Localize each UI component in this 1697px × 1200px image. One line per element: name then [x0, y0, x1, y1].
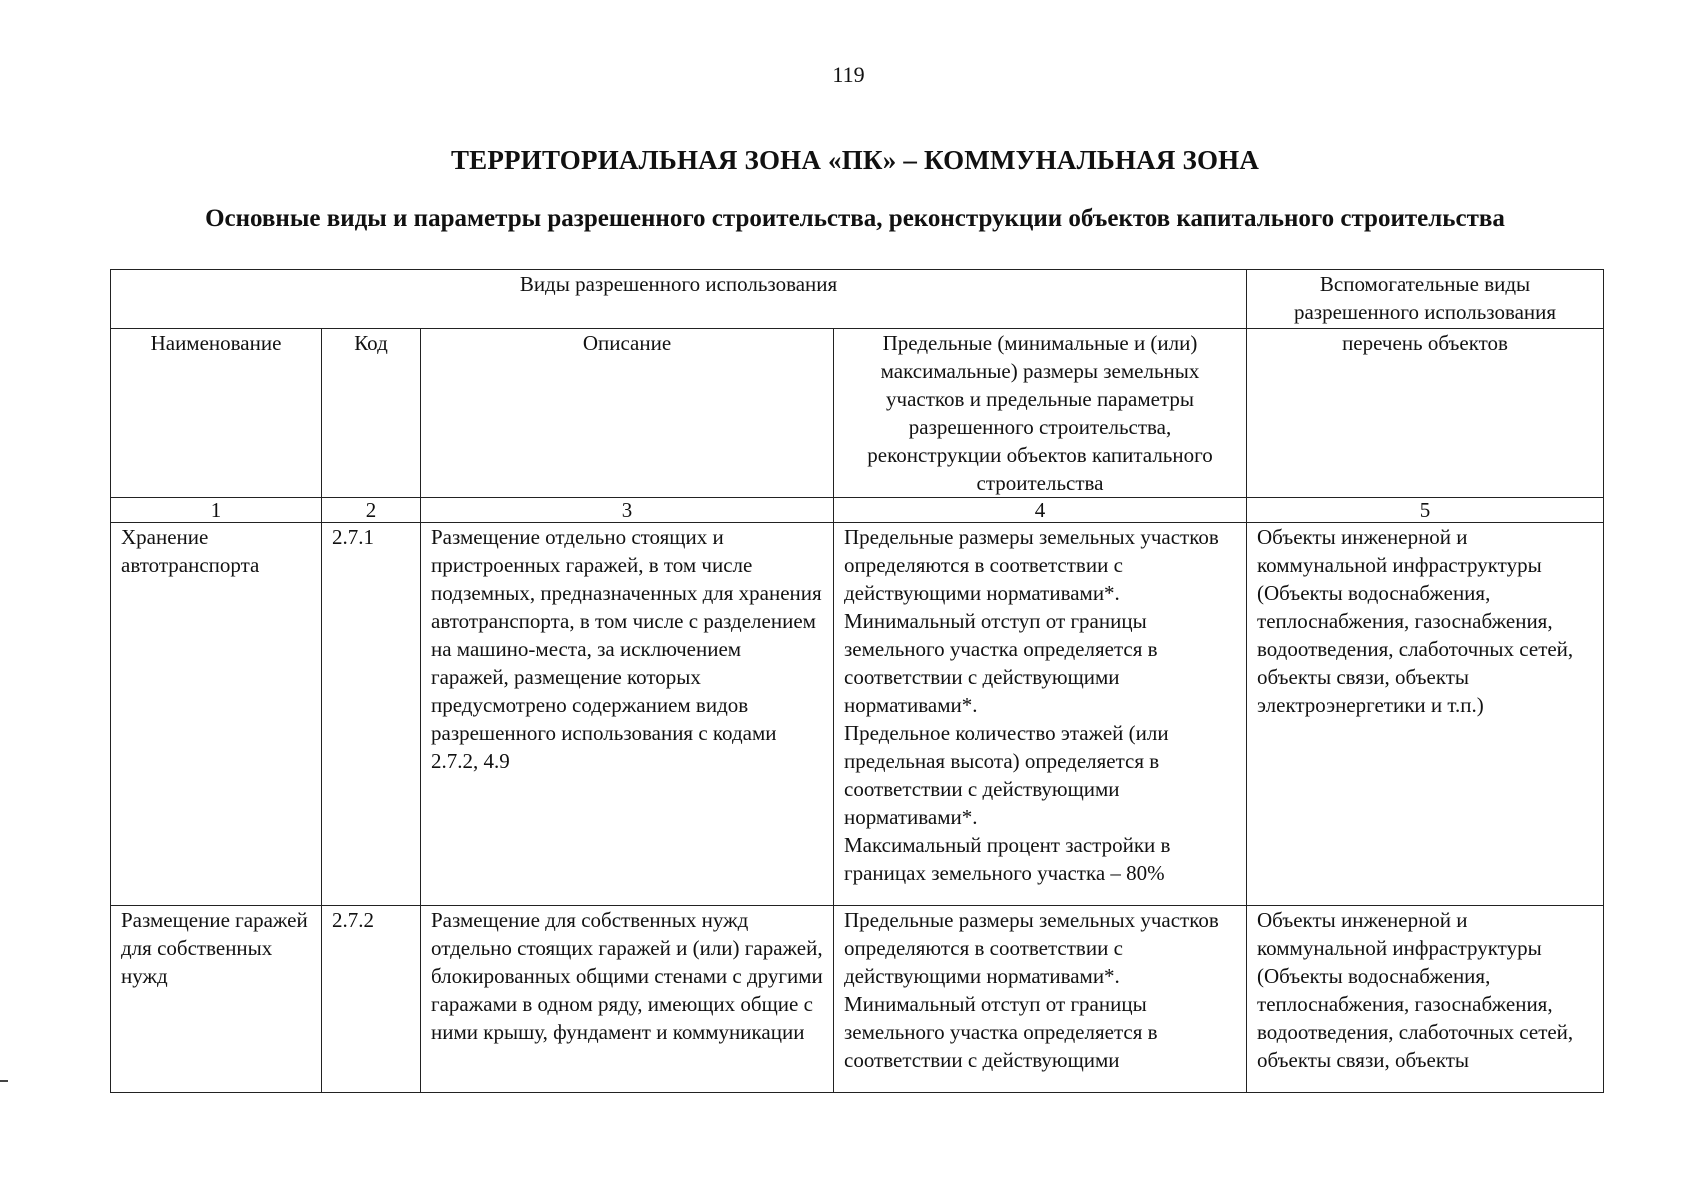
- parameter-line: Минимальный отступ от границы земельного участка определяется в соответствии с действующими: [844, 992, 1158, 1072]
- row-objects: Объекты инженерной и коммунальной инфраструктуры (Объекты водоснабжения, теплоснабжения, газоснабжения, водоотведения, слаботочных сетей, объекты связи, объекты: [1247, 906, 1604, 1093]
- table-row: [111, 523, 1604, 906]
- column-header-row: [111, 329, 1604, 498]
- row-description: Размещение отдельно стоящих и пристроенных гаражей, в том числе подземных, предназначенных для хранения автотранспорта, в том числе с разделением на машино-места, за исключением гаражей, размещение которых предусмотрено содержанием видов разрешенного использования с кодами 2.7.2, 4.9: [421, 523, 834, 906]
- row-objects: Объекты инженерной и коммунальной инфраструктуры (Объекты водоснабжения, теплоснабжения, газоснабжения, водоотведения, слаботочных сетей, объекты связи, объекты электроэнергетики и т.п.): [1247, 523, 1604, 906]
- column-header-code: Код: [322, 329, 421, 498]
- zone-title: ТЕРРИТОРИАЛЬНАЯ ЗОНА «ПК» – КОММУНАЛЬНАЯ ЗОНА: [450, 145, 1260, 175]
- column-header-description: Описание: [421, 329, 834, 498]
- column-header-parameters: Предельные (минимальные и (или) максимальные) размеры земельных участков и предельные параметры разрешенного строительства, реконструкции объектов капитального строительства: [834, 329, 1247, 498]
- row-name: Хранение автотранспорта: [111, 523, 322, 906]
- parameter-line: Предельное количество этажей (или предельная высота) определяется в соответствии с действующими нормативами*.: [844, 721, 1169, 829]
- row-description: Размещение для собственных нужд отдельно стоящих гаражей и (или) гаражей, блокированных общими стенами с другими гаражами в одном ряду, имеющих общие с ними крышу, фундамент и коммуникации: [421, 906, 834, 1093]
- group-header-auxiliary: Вспомогательные виды разрешенного использования: [1247, 270, 1604, 329]
- parameter-line: Максимальный процент застройки в границах земельного участка – 80%: [844, 833, 1171, 885]
- column-number: 4: [834, 498, 1247, 523]
- page-number: 119: [832, 62, 865, 87]
- row-parameters: [834, 523, 1247, 906]
- row-code: 2.7.2: [322, 906, 421, 1093]
- parameter-line: Предельные размеры земельных участков определяются в соответствии с действующими нормативами*.: [844, 525, 1219, 605]
- margin-tick-mark: [0, 1080, 8, 1082]
- row-code: 2.7.1: [322, 523, 421, 906]
- column-header-name: Наименование: [111, 329, 322, 498]
- column-number: 5: [1247, 498, 1604, 523]
- permitted-use-table: [110, 269, 1604, 1093]
- table-subtitle: Основные виды и параметры разрешенного строительства, реконструкции объектов капитального строительства: [205, 205, 1505, 232]
- column-number: 2: [322, 498, 421, 523]
- column-number: 1: [111, 498, 322, 523]
- parameter-line: Предельные размеры земельных участков определяются в соответствии с действующими нормативами*.: [844, 908, 1219, 988]
- table-row: [111, 906, 1604, 1093]
- column-header-objects: перечень объектов: [1247, 329, 1604, 498]
- group-header-row: [111, 270, 1604, 329]
- row-name: Размещение гаражей для собственных нужд: [111, 906, 322, 1093]
- row-parameters: [834, 906, 1247, 1093]
- group-header-main: Виды разрешенного использования: [111, 270, 1247, 329]
- parameter-line: Минимальный отступ от границы земельного участка определяется в соответствии с действующими нормативами*.: [844, 609, 1158, 717]
- column-number: 3: [421, 498, 834, 523]
- column-number-row: [111, 498, 1604, 523]
